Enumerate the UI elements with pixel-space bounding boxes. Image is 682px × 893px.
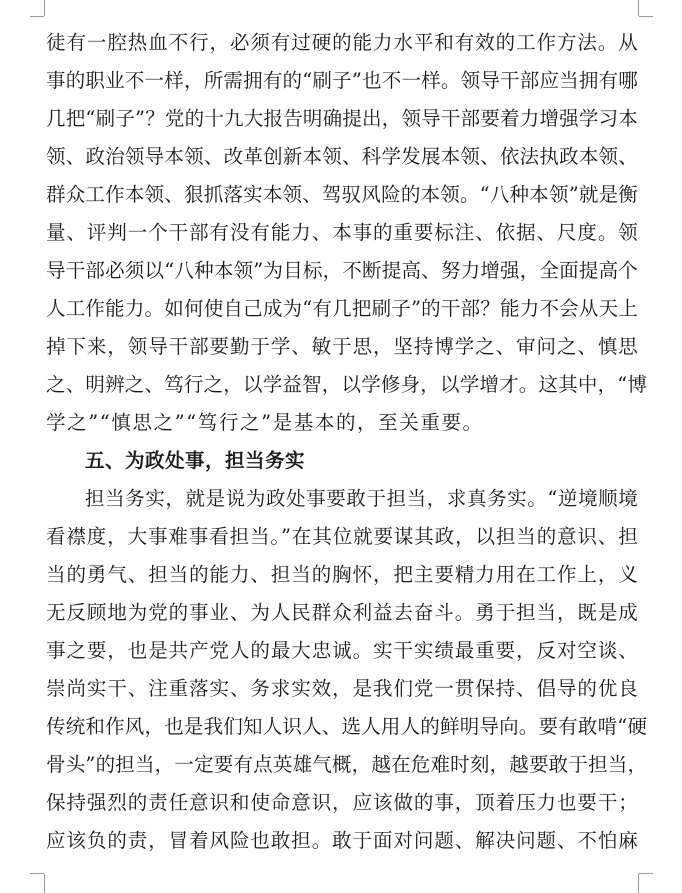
text-line: 学之”“慎思之”“笃行之”是基本的，至关重要。	[46, 411, 484, 434]
text-line: 徒有一腔热血不行，必须有过硬的能力水平和有效的工作方法。从	[46, 31, 638, 54]
text-line: 事之要，也是共产党人的最大忠诚。实干实绩最重要，反对空谈、	[46, 639, 638, 662]
text-line: 看襟度，大事难事看担当。”在其位就要谋其政，以担当的意识、担	[46, 525, 638, 548]
text-line: 之、明辨之、笃行之，以学益智，以学修身，以学增才。这其中，“博	[46, 373, 648, 396]
text-line: 事的职业不一样，所需拥有的“刷子”也不一样。领导干部应当拥有哪	[46, 69, 638, 92]
crop-mark-top-right	[639, 16, 653, 17]
text-line: 崇尚实干、注重落实、务求实效，是我们党一贯保持、倡导的优良	[46, 677, 638, 700]
document-body	[46, 24, 648, 860]
text-line: 人工作能力。如何使自己成为“有几把刷子”的干部？能力不会从天上	[46, 297, 638, 320]
text-line: 保持强烈的责任意识和使命意识，应该做的事，顶着压力也要干；	[46, 791, 638, 814]
paragraph-capability	[46, 24, 648, 442]
text-line: 导干部必须以“八种本领”为目标，不断提高、努力增强，全面提高个	[46, 259, 638, 282]
crop-mark-bottom-right	[639, 873, 653, 874]
section-heading: 五、为政处事，担当务实	[85, 449, 306, 472]
text-line: 领、政治领导本领、改革创新本领、科学发展本领、依法执政本领、	[46, 145, 638, 168]
text-line: 掉下来，领导干部要勤于学、敏于思，坚持博学之、审问之、慎思	[46, 335, 638, 358]
text-line: 无反顾地为党的事业、为人民群众利益去奋斗。勇于担当，既是成	[46, 601, 638, 624]
text-line: 群众工作本领、狠抓落实本领、驾驭风险的本领。“八种本领”就是衡	[46, 183, 638, 206]
crop-mark-top-right	[638, 0, 639, 16]
paragraph-responsibility	[46, 480, 648, 860]
text-line: 当的勇气、担当的能力、担当的胸怀，把主要精力用在工作上，义	[46, 563, 638, 586]
crop-mark-bottom-left	[44, 874, 45, 893]
text-line: 传统和作风，也是我们知人识人、选人用人的鲜明导向。要有敢啃“硬	[46, 715, 648, 738]
crop-mark-bottom-left	[30, 873, 44, 874]
text-line: 应该负的责，冒着风险也敢担。敢于面对问题、解决问题、不怕麻	[46, 829, 638, 852]
text-line: 量、评判一个干部有没有能力、本事的重要标注、依据、尺度。领	[46, 221, 638, 244]
text-line: 担当务实，就是说为政处事要敢于担当，求真务实。“逆境顺境	[85, 487, 638, 510]
crop-mark-top-left	[44, 0, 45, 16]
crop-mark-top-left	[30, 16, 44, 17]
text-line: 骨头”的担当，一定要有点英雄气概，越在危难时刻，越要敢于担当，	[46, 753, 648, 776]
text-line: 几把“刷子”？党的十九大报告明确提出，领导干部要着力增强学习本	[46, 107, 638, 130]
crop-mark-bottom-right	[638, 874, 639, 893]
